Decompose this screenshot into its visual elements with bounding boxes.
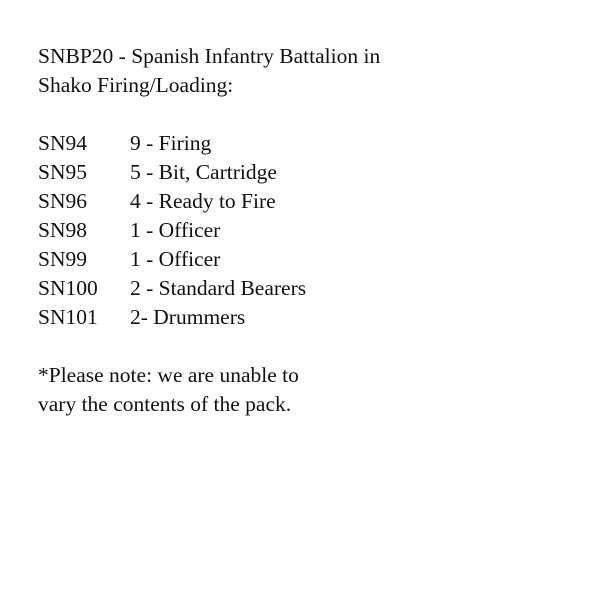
item-code: SN96 <box>38 189 87 213</box>
item-code: SN101 <box>38 305 98 329</box>
list-item <box>38 274 578 303</box>
pack-note <box>38 361 578 419</box>
item-description: 1 - Officer <box>130 247 221 271</box>
item-code: SN100 <box>38 276 98 300</box>
list-item <box>38 187 578 216</box>
pack-note-line-1: *Please note: we are unable to <box>38 363 299 387</box>
item-description: 5 - Bit, Cartridge <box>130 160 277 184</box>
item-description: 1 - Officer <box>130 218 221 242</box>
list-item <box>38 158 578 187</box>
item-code: SN98 <box>38 218 87 242</box>
list-item <box>38 303 578 332</box>
list-item <box>38 129 578 158</box>
list-item <box>38 245 578 274</box>
item-description: 4 - Ready to Fire <box>130 189 276 213</box>
product-description <box>38 42 578 419</box>
pack-title-line-1: SNBP20 - Spanish Infantry Battalion in <box>38 44 381 68</box>
item-code: SN95 <box>38 160 87 184</box>
spacer <box>38 332 578 361</box>
contents-list <box>38 129 578 332</box>
item-description: 2- Drummers <box>130 305 246 329</box>
item-description: 2 - Standard Bearers <box>130 276 307 300</box>
item-code: SN99 <box>38 247 87 271</box>
spacer <box>38 100 578 129</box>
pack-note-line-2: vary the contents of the pack. <box>38 392 292 416</box>
item-description: 9 - Firing <box>130 131 212 155</box>
list-item <box>38 216 578 245</box>
item-code: SN94 <box>38 131 87 155</box>
pack-title-line-2: Shako Firing/Loading: <box>38 73 234 97</box>
pack-title <box>38 42 578 100</box>
